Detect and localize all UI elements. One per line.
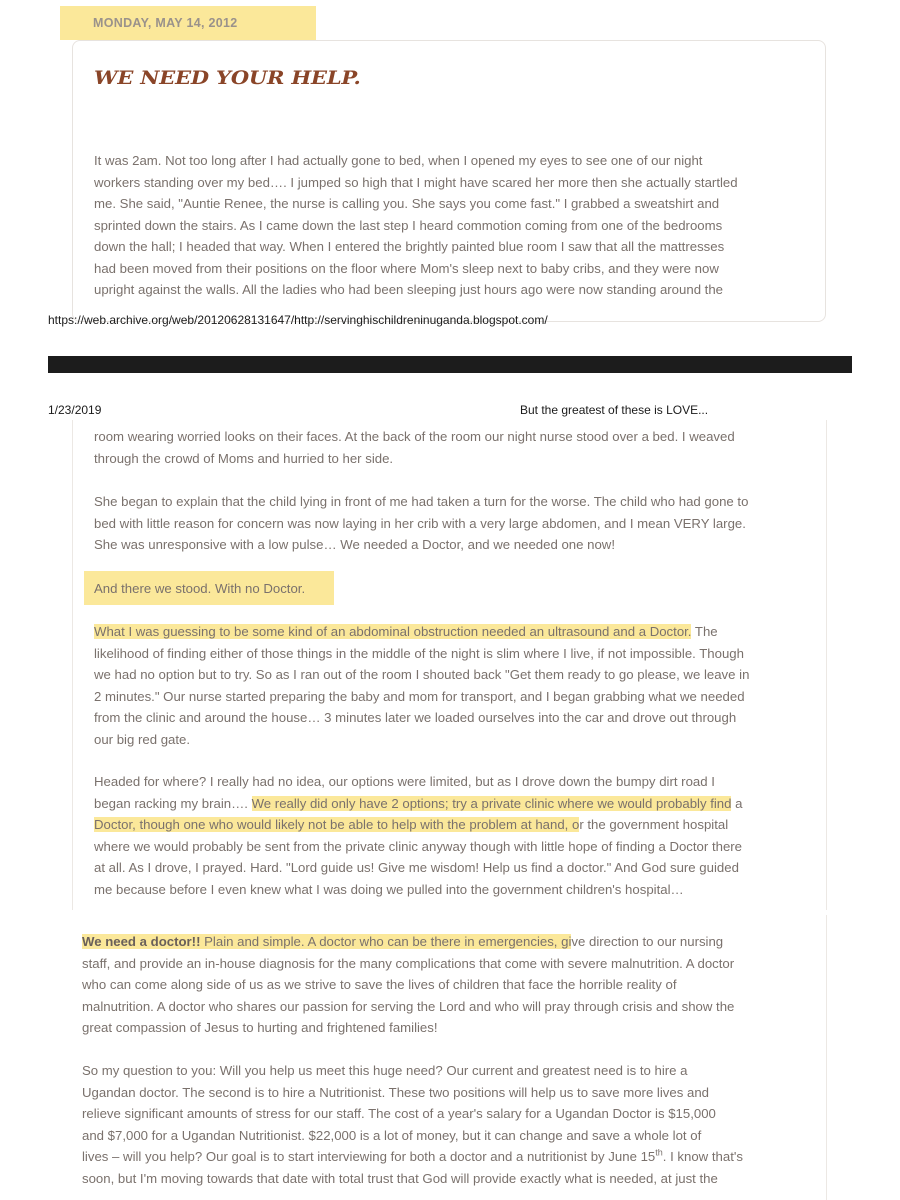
paragraph-line: She was unresponsive with a low pulse… We needed a Doctor, and we needed one now!: [94, 537, 615, 552]
paragraph-line: upright against the walls. All the ladies who had been sleeping just hours ago were now standing around the: [94, 282, 724, 297]
paragraph-line: Headed for where? I really had no idea, our options were limited, but as I drove down the bumpy dirt road I: [94, 774, 715, 789]
paragraph-line: room wearing worried looks on their faces. At the back of the room our night nurse stood over a bed. I weaved: [94, 429, 735, 444]
paragraph-line: through the crowd of Moms and hurried to her side.: [94, 450, 394, 466]
paragraph-line: soon, but I'm moving towards that date with total trust that God will provide exactly what is needed, at just the: [82, 1170, 718, 1186]
post-box-border-left: [72, 420, 73, 910]
post-title[interactable]: WE NEED YOUR HELP.: [94, 66, 361, 89]
paragraph-line: bed with little reason for concern was now laying in her crib with a very large abdomen, and I mean VERY large.: [94, 515, 746, 531]
paragraph-line: where we would probably be sent from the private clinic anyway though with little hope of finding a Doctor there: [94, 838, 743, 854]
paragraph-line: likelihood of finding either of those things in the middle of the night is slim where I live, if not impossible. Though: [94, 645, 744, 661]
paragraph-1: [94, 150, 738, 301]
print-page-title: But the greatest of these is LOVE...: [520, 403, 709, 417]
paragraph-7: [82, 931, 734, 1039]
text-span: ve direction to our nursing: [571, 934, 724, 949]
superscript: th: [655, 1147, 663, 1158]
paragraph-4: And there we stood. With no Doctor.: [94, 581, 306, 596]
paragraph-line: [94, 793, 742, 815]
paragraph-line: She began to explain that the child lying in front of me had taken a turn for the worse. The child who had gone to: [94, 494, 749, 509]
paragraph-line: [94, 814, 742, 836]
text-span: . I know that's: [662, 1149, 743, 1164]
highlighted-text: We really did only have 2 options; try a private clinic where we would probably find: [251, 795, 732, 811]
print-url: https://web.archive.org/web/20120628131647/http://servinghischildreninuganda.blogspot.com/: [48, 313, 548, 327]
post-box-border-right-lower: [826, 915, 827, 1200]
paragraph-line: me. She said, "Auntie Renee, the nurse is calling you. She says you come fast." I grabbed a sweatshirt and: [94, 196, 720, 211]
paragraph-line: malnutrition. A doctor who shares our passion for serving the Lord and who will pray through crisis and show the: [82, 998, 735, 1014]
paragraph-line: great compassion of Jesus to hurting and frightened families!: [82, 1020, 438, 1035]
paragraph-line: [94, 621, 749, 643]
text-span: began racking my brain….: [94, 795, 252, 811]
paragraph-line: 2 minutes." Our nurse started preparing the baby and mom for transport, and I began grabbing what we needed: [94, 688, 745, 704]
paragraph-line: had been moved from their positions on the floor where Mom's sleep next to baby cribs, and they were now: [94, 260, 719, 276]
highlighted-text: Doctor, though one who would likely not be able to help with the problem at hand, o: [94, 817, 580, 832]
page-divider: [48, 356, 852, 373]
paragraph-line: from the clinic and around the house… 3 minutes later we loaded ourselves into the car and drove out through: [94, 710, 737, 725]
highlighted-text: Plain and simple. A doctor who can be there in emergencies, gi: [200, 934, 572, 949]
paragraph-line: staff, and provide an in-house diagnosis for the many complications that come with severe malnutrition. A doctor: [82, 955, 735, 971]
paragraph-line: [82, 1146, 743, 1168]
print-date: 1/23/2019: [48, 403, 102, 417]
bold-highlighted-text: We need a doctor!!: [82, 934, 201, 949]
post-date: MONDAY, MAY 14, 2012: [93, 16, 238, 30]
paragraph-2: [94, 426, 735, 469]
paragraph-line: relieve significant amounts of stress for our staff. The cost of a year's salary for a Ugandan Doctor is $15,000: [82, 1106, 716, 1121]
paragraph-line: [82, 931, 734, 953]
paragraph-8: [82, 1060, 743, 1189]
paragraph-line: So my question to you: Will you help us meet this huge need? Our current and greatest need is to hire a: [82, 1063, 688, 1078]
paragraph-line: down the hall; I headed that way. When I entered the brightly painted blue room I saw that all the mattresses: [94, 239, 725, 254]
highlighted-text: What I was guessing to be some kind of an abdominal obstruction needed an ultrasound and a Doctor.: [94, 624, 692, 639]
paragraph-line: me because before I even knew what I was doing we pulled into the government children's hospital…: [94, 881, 684, 897]
paragraph-line: sprinted down the stairs. As I came down the last step I heard commotion coming from one of the bedrooms: [94, 217, 723, 233]
paragraph-line: and $7,000 for a Ugandan Nutritionist. $22,000 is a lot of money, but it can change and save a whole lot of: [82, 1127, 702, 1143]
post-box-border-right: [826, 420, 827, 910]
paragraph-line: workers standing over my bed…. I jumped so high that I might have scared her more then she actually startled: [94, 174, 738, 190]
text-span: The: [691, 624, 718, 639]
text-span: a: [731, 795, 743, 811]
text-span: lives – will you help? Our goal is to start interviewing for both a doctor and a nutritionist by June 15: [82, 1149, 656, 1164]
paragraph-6: [94, 771, 742, 900]
paragraph-line: at all. As I drove, I prayed. Hard. "Lord guide us! Give me wisdom! Help us find a doctor." And God sure guided: [94, 860, 739, 875]
text-span: r the government hospital: [579, 817, 729, 832]
paragraph-line: who can come along side of us as we strive to save the lives of children that face the horrible reality of: [82, 977, 677, 992]
paragraph-line: our big red gate.: [94, 731, 191, 747]
paragraph-line: It was 2am. Not too long after I had actually gone to bed, when I opened my eyes to see one of our night: [94, 153, 703, 168]
paragraph-3: [94, 491, 748, 556]
paragraph-5: [94, 621, 749, 750]
paragraph-line: Ugandan doctor. The second is to hire a Nutritionist. These two positions will help us to save more lives and: [82, 1084, 709, 1100]
paragraph-line: we had no option but to try. So as I ran out of the room I shouted back "Get them ready to go please, we leave in: [94, 667, 750, 682]
